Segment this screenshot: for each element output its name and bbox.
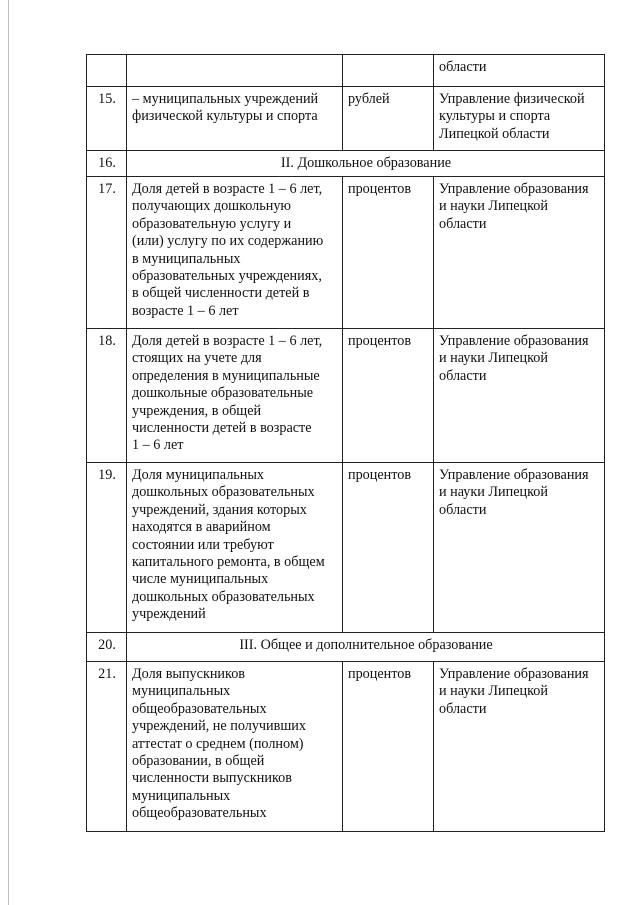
unit-of-measure: процентов (343, 329, 434, 463)
row-number: 18. (87, 329, 127, 463)
table-row (87, 463, 605, 633)
section-title: II. Дошкольное образование (127, 151, 605, 177)
section-title: III. Общее и дополнительное образование (127, 633, 605, 662)
indicator-name: Доля детей в возрасте 1 – 6 лет, стоящих на учете для определения в муниципальные дошкольные образовательные учреждения, в общей численности детей в возрасте 1 – 6 лет (127, 329, 343, 463)
row-number: 19. (87, 463, 127, 633)
row-number: 21. (87, 662, 127, 832)
indicator-name: Доля муниципальных дошкольных образовательных учреждений, здания которых находятся в аварийном состоянии или требуют капитального ремонта, в общем числе муниципальных дошкольных образовательных учреждений (127, 463, 343, 633)
unit-of-measure: процентов (343, 463, 434, 633)
table-row (87, 329, 605, 463)
table-row (87, 662, 605, 832)
row-number: 20. (87, 633, 127, 662)
table-row (87, 55, 605, 87)
unit-of-measure (343, 55, 434, 87)
indicator-table-body (87, 55, 605, 832)
responsible-body: области (434, 55, 605, 87)
responsible-body: Управление образования и науки Липецкой области (434, 177, 605, 329)
row-number: 17. (87, 177, 127, 329)
indicator-name: Доля детей в возрасте 1 – 6 лет, получающих дошкольную образовательную услугу и (или) услугу по их содержанию в муниципальных образовательных учреждениях, в общей численности детей в возрасте 1 – 6 лет (127, 177, 343, 329)
row-number: 15. (87, 87, 127, 151)
indicator-name (127, 55, 343, 87)
responsible-body: Управление физической культуры и спорта Липецкой области (434, 87, 605, 151)
table-row (87, 177, 605, 329)
indicator-table (86, 54, 605, 832)
unit-of-measure: процентов (343, 177, 434, 329)
indicator-name: Доля выпускников муниципальных общеобразовательных учреждений, не получивших аттестат о среднем (полном) образовании, в общей численности выпускников муниципальных общеобразовательных (127, 662, 343, 832)
row-number (87, 55, 127, 87)
unit-of-measure: процентов (343, 662, 434, 832)
row-number: 16. (87, 151, 127, 177)
responsible-body: Управление образования и науки Липецкой области (434, 329, 605, 463)
table-row (87, 87, 605, 151)
responsible-body: Управление образования и науки Липецкой области (434, 463, 605, 633)
page-edge-line (8, 0, 9, 905)
responsible-body: Управление образования и науки Липецкой области (434, 662, 605, 832)
indicator-name: – муниципальных учреждений физической культуры и спорта (127, 87, 343, 151)
unit-of-measure: рублей (343, 87, 434, 151)
section-row (87, 151, 605, 177)
section-row (87, 633, 605, 662)
